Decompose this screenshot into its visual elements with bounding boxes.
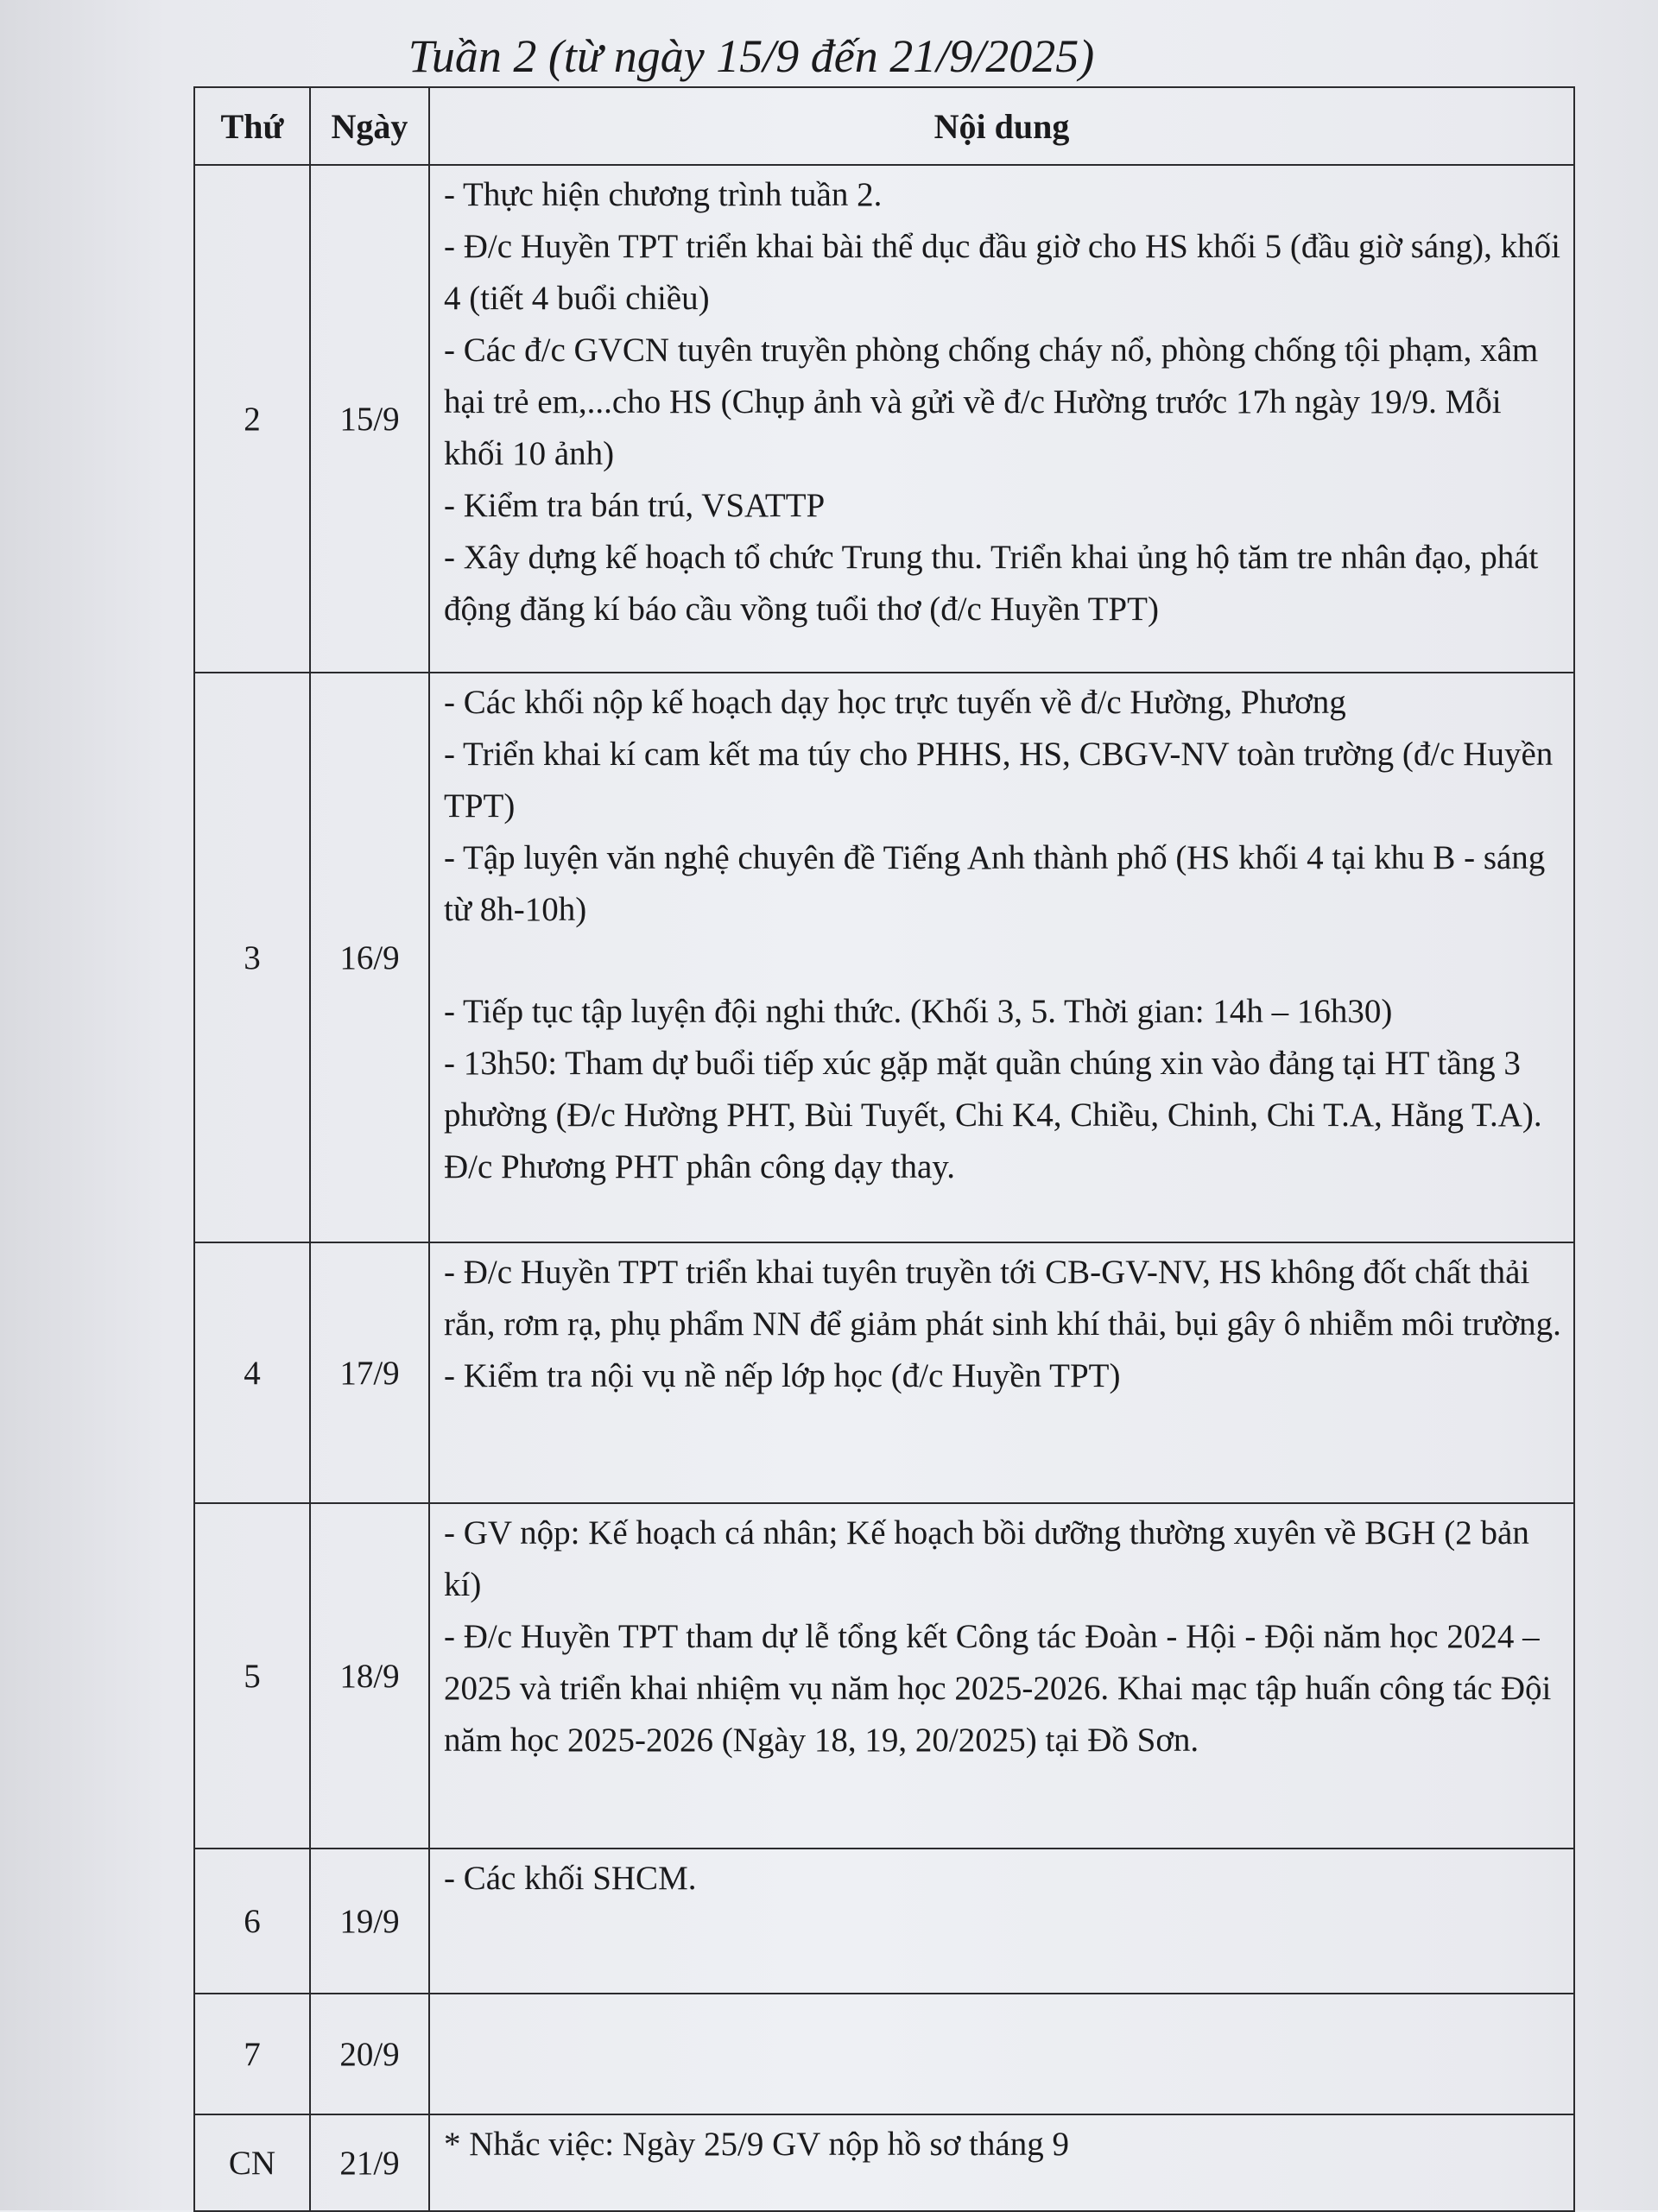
day-of-week: CN: [194, 2114, 310, 2211]
table-row: [194, 2114, 1574, 2211]
content-line: - Triển khai kí cam kết ma túy cho PHHS, HS, CBGV-NV toàn trường (đ/c Huyền TPT): [444, 736, 1554, 825]
table-row: [194, 1994, 1574, 2114]
day-of-week: 5: [194, 1503, 310, 1849]
content-cell: [429, 1849, 1574, 1994]
day-of-week: 4: [194, 1242, 310, 1503]
content-line: - Tập luyện văn nghệ chuyên đề Tiếng Anh thành phố (HS khối 4 tại khu B - sáng từ 8h-10h): [444, 839, 1546, 928]
content-line: - Xây dựng kế hoạch tổ chức Trung thu. Triển khai ủng hộ tăm tre nhân đạo, phát động đăng kí báo cầu vồng tuổi thơ (đ/c Huyền TPT): [444, 539, 1539, 628]
table-row: [194, 165, 1574, 673]
table-row: [194, 1242, 1574, 1503]
header-thu: Thứ: [194, 87, 310, 165]
content-line: - Các đ/c GVCN tuyên truyền phòng chống cháy nổ, phòng chống tội phạm, xâm hại trẻ em,...cho HS (Chụp ảnh và gửi về đ/c Hường trước 17h ngày 19/9. Mỗi khối 10 ảnh): [444, 332, 1539, 472]
table-header-row: [194, 87, 1574, 165]
table-row: [194, 673, 1574, 1242]
day-of-week: 6: [194, 1849, 310, 1994]
content-line: - Tiếp tục tập luyện đội nghi thức. (Khối 3, 5. Thời gian: 14h – 16h30): [444, 993, 1393, 1030]
page-title: Tuần 2 (từ ngày 15/9 đến 21/9/2025): [408, 30, 1095, 82]
date: 21/9: [310, 2114, 429, 2211]
date: 18/9: [310, 1503, 429, 1849]
table-row: [194, 1849, 1574, 1994]
content-cell: [429, 1503, 1574, 1849]
table-row: [194, 1503, 1574, 1849]
content-line: - 13h50: Tham dự buổi tiếp xúc gặp mặt quần chúng xin vào đảng tại HT tầng 3 phường (Đ/c Hường PHT, Bùi Tuyết, Chi K4, Chiều, Chinh, Chi T.A, Hằng T.A). Đ/c Phương PHT phân công dạy thay.: [444, 1045, 1542, 1185]
content-line: - Đ/c Huyền TPT tham dự lễ tổng kết Công tác Đoàn - Hội - Đội năm học 2024 – 2025 và triển khai nhiệm vụ năm học 2025-2026. Khai mạc tập huấn công tác Đội năm học 2025-2026 (Ngày 18, 19, 20/2025) tại Đồ Sơn.: [444, 1618, 1552, 1759]
header-noi-dung: Nội dung: [429, 87, 1574, 165]
content-cell: [429, 673, 1574, 1242]
day-of-week: 7: [194, 1994, 310, 2114]
content-line: - Kiểm tra nội vụ nề nếp lớp học (đ/c Huyền TPT): [444, 1357, 1121, 1394]
date: 15/9: [310, 165, 429, 673]
date: 17/9: [310, 1242, 429, 1503]
day-of-week: 2: [194, 165, 310, 673]
date: 16/9: [310, 673, 429, 1242]
content-line: - Đ/c Huyền TPT triển khai tuyên truyền tới CB-GV-NV, HS không đốt chất thải rắn, rơm rạ, phụ phẩm NN để giảm phát sinh khí thải, bụi gây ô nhiễm môi trường.: [444, 1254, 1561, 1343]
content-line: - Các khối nộp kế hoạch dạy học trực tuyến về đ/c Hường, Phương: [444, 684, 1346, 721]
content-line: * Nhắc việc: Ngày 25/9 GV nộp hồ sơ tháng 9: [444, 2126, 1069, 2163]
content-line: - Các khối SHCM.: [444, 1860, 697, 1897]
date: 20/9: [310, 1994, 429, 2114]
header-ngay: Ngày: [310, 87, 429, 165]
content-cell: [429, 1994, 1574, 2114]
content-cell: [429, 1242, 1574, 1503]
content-line: - Thực hiện chương trình tuần 2.: [444, 176, 883, 213]
schedule-table: [193, 86, 1575, 2212]
content-line: - Đ/c Huyền TPT triển khai bài thể dục đầu giờ cho HS khối 5 (đầu giờ sáng), khối 4 (tiết 4 buổi chiều): [444, 228, 1560, 317]
day-of-week: 3: [194, 673, 310, 1242]
date: 19/9: [310, 1849, 429, 1994]
content-line: - Kiểm tra bán trú, VSATTP: [444, 487, 826, 524]
content-line: - GV nộp: Kế hoạch cá nhân; Kế hoạch bồi dưỡng thường xuyên về BGH (2 bản kí): [444, 1514, 1529, 1603]
spacer: [444, 936, 1565, 986]
content-cell: [429, 2114, 1574, 2211]
content-cell: [429, 165, 1574, 673]
